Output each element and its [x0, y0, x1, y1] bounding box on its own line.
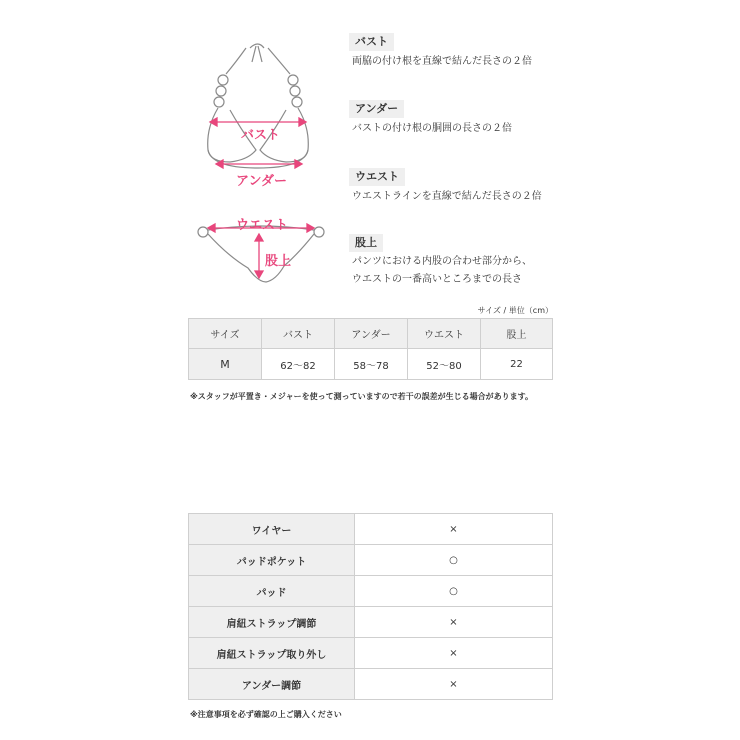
bikini-top-outline: [208, 44, 309, 168]
size-table-header: アンダー: [335, 319, 408, 349]
feature-value: ○: [355, 545, 553, 576]
size-table-header: ウエスト: [408, 319, 481, 349]
feature-name: ワイヤー: [189, 514, 355, 545]
feature-value: ×: [355, 514, 553, 545]
table-row: [189, 669, 553, 700]
feature-table: [188, 513, 553, 700]
definition-term-bust: バスト: [349, 33, 394, 51]
table-row: [189, 514, 553, 545]
size-table-note: ※スタッフが平置き・メジャーを使って測っていますので若干の誤差が生じる場合があります。: [190, 392, 533, 401]
rise-cell: 22: [481, 349, 553, 380]
definition-text-waist: ウエストラインを直線で結んだ長さの２倍: [352, 191, 542, 202]
table-row: [189, 545, 553, 576]
under-arrow: [216, 160, 302, 168]
feature-name: アンダー調節: [189, 669, 355, 700]
rise-arrow: [255, 234, 263, 278]
under-label: アンダー: [236, 174, 287, 189]
size-table-header: サイズ: [189, 319, 262, 349]
size-table: [188, 318, 553, 380]
feature-name: 肩紐ストラップ調節: [189, 607, 355, 638]
feature-value: ×: [355, 669, 553, 700]
size-table-header: 股上: [481, 319, 553, 349]
feature-name: パッド: [189, 576, 355, 607]
size-table-header-row: [189, 319, 553, 349]
table-row: [189, 638, 553, 669]
definition-text-under: バストの付け根の胴囲の長さの２倍: [352, 123, 512, 134]
feature-value: ×: [355, 607, 553, 638]
size-cell: M: [189, 349, 262, 380]
feature-value: ○: [355, 576, 553, 607]
feature-name: パッドポケット: [189, 545, 355, 576]
bust-cell: 62〜82: [262, 349, 335, 380]
under-cell: 58〜78: [335, 349, 408, 380]
definition-term-rise: 股上: [349, 234, 383, 252]
waist-cell: 52〜80: [408, 349, 481, 380]
unit-caption: サイズ / 単位（cm）: [477, 306, 553, 315]
table-row: [189, 607, 553, 638]
feature-name: 肩紐ストラップ取り外し: [189, 638, 355, 669]
table-row: [189, 576, 553, 607]
waist-label: ウエスト: [236, 218, 289, 233]
definition-text-rise-line1: パンツにおける内股の合わせ部分から、: [352, 256, 532, 267]
feature-table-note: ※注意事項を必ず確認の上ご購入ください: [190, 710, 342, 719]
size-table-header: バスト: [262, 319, 335, 349]
definition-text-bust: 両脇の付け根を直線で結んだ長さの２倍: [352, 56, 532, 67]
rise-label: 股上: [265, 254, 292, 269]
bust-label: バスト: [241, 128, 281, 143]
definition-term-under: アンダー: [349, 100, 404, 118]
table-row: [189, 349, 553, 380]
feature-value: ×: [355, 638, 553, 669]
definition-term-waist: ウエスト: [349, 168, 405, 186]
definition-text-rise-line2: ウエストの一番高いところまでの長さ: [352, 274, 522, 285]
